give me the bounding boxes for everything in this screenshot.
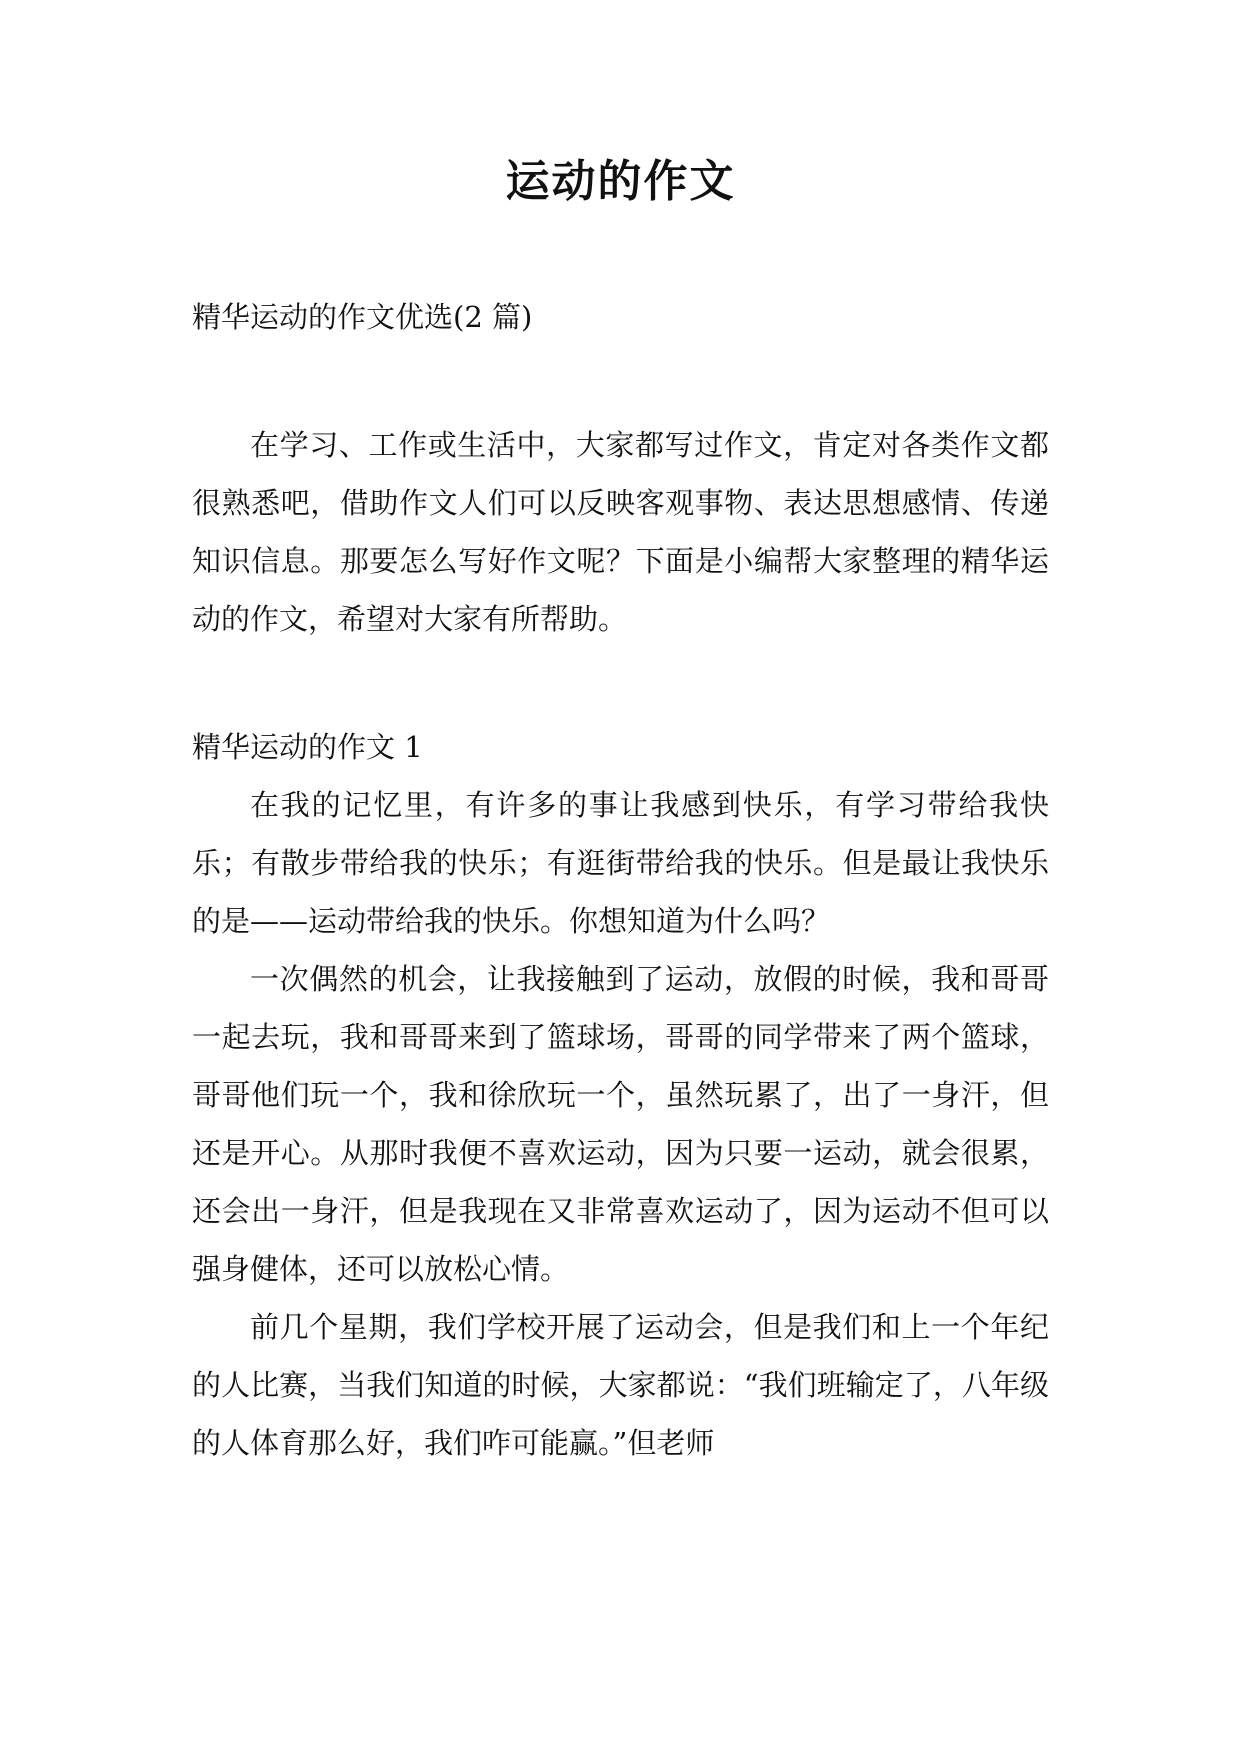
document-title: 运动的作文 [505, 156, 736, 207]
section-heading: 精华运动的作文 1 [192, 730, 423, 764]
body-paragraph-3: 前几个星期，我们学校开展了运动会，但是我们和上一个年纪的人比赛，当我们知道的时候，大家都说：“我们班输定了，八年级的人体育那么好，我们咋可能赢。”但老师 [192, 1310, 1049, 1460]
document-subtitle: 精华运动的作文优选(2 篇) [192, 300, 533, 334]
body-paragraph-1: 在我的记忆里，有许多的事让我感到快乐，有学习带给我快乐；有散步带给我的快乐；有逛街带给我的快乐。但是最让我快乐的是——运动带给我的快乐。你想知道为什么吗？ [192, 788, 1049, 938]
body-paragraph-2: 一次偶然的机会，让我接触到了运动，放假的时候，我和哥哥一起去玩，我和哥哥来到了篮球场，哥哥的同学带来了两个篮球，哥哥他们玩一个，我和徐欣玩一个，虽然玩累了，出了一身汗，但还是开心。从那时我便不喜欢运动，因为只要一运动，就会很累，还会出一身汗，但是我现在又非常喜欢运动了，因为运动不但可以强身健体，还可以放松心情。 [192, 962, 1049, 1286]
spacer [192, 346, 1049, 416]
intro-paragraph: 在学习、工作或生活中，大家都写过作文，肯定对各类作文都很熟悉吧，借助作文人们可以反映客观事物、表达思想感情、传递知识信息。那要怎么写好作文呢？下面是小编帮大家整理的精华运动的作文，希望对大家有所帮助。 [192, 428, 1049, 636]
spacer [192, 648, 1049, 718]
document-body [192, 288, 1049, 1472]
